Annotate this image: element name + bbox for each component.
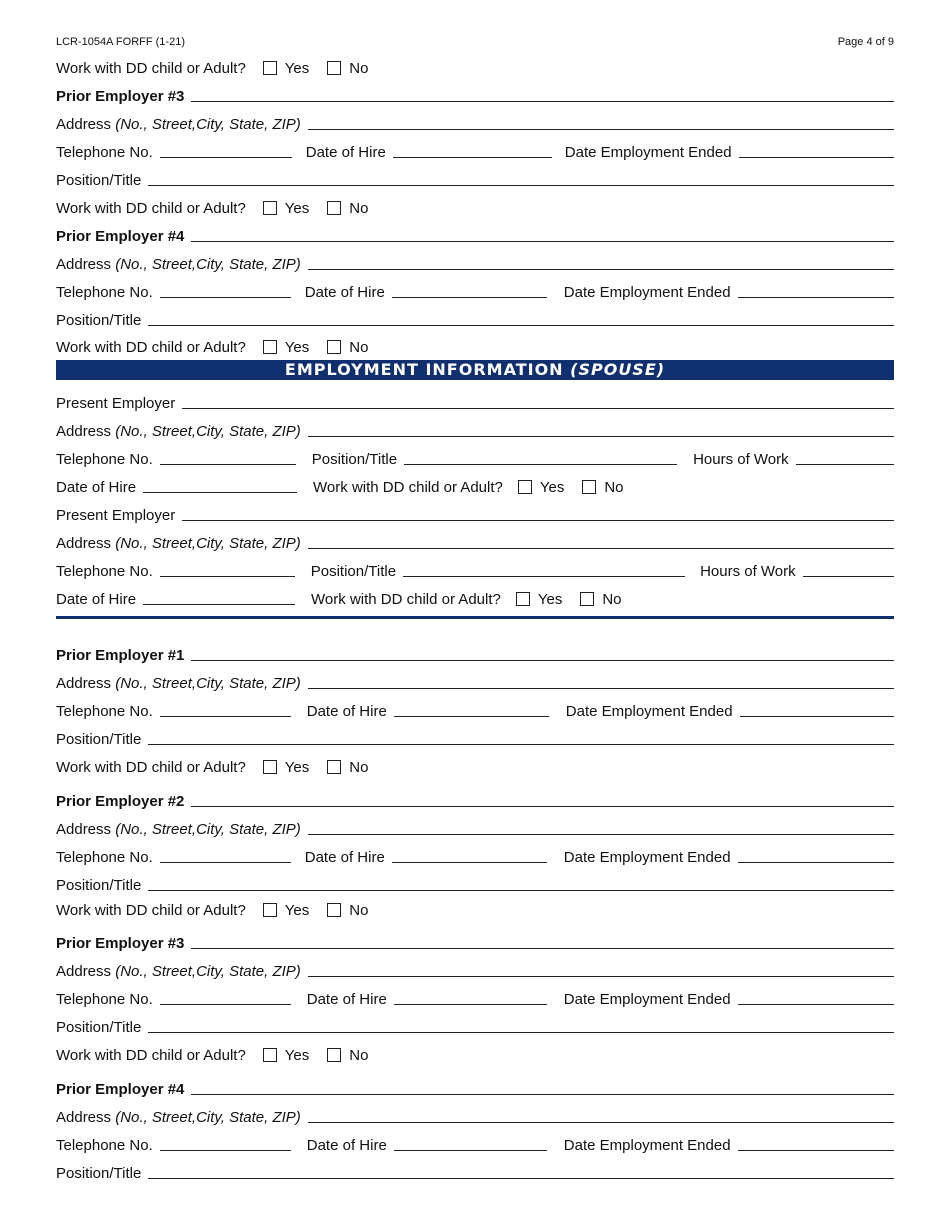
telephone-field[interactable]	[160, 1003, 291, 1005]
telephone-label: Telephone No.	[56, 563, 153, 580]
address-field[interactable]	[308, 435, 894, 437]
page-header	[56, 36, 894, 50]
prior-employer-4-field[interactable]	[191, 1093, 894, 1095]
no-label: No	[349, 902, 369, 919]
hire-work-dd-row	[56, 588, 894, 608]
contact-row	[56, 1134, 894, 1154]
address-label: Address (No., Street,City, State, ZIP)	[56, 821, 301, 838]
telephone-label: Telephone No.	[56, 1137, 153, 1154]
work-dd-row	[56, 336, 894, 356]
telephone-label: Telephone No.	[56, 144, 153, 161]
present-employer-row	[56, 504, 894, 524]
position-field[interactable]	[403, 575, 685, 577]
prior-employer-3-field[interactable]	[191, 100, 894, 102]
work-dd-yes-checkbox[interactable]	[263, 201, 277, 215]
present-employer-field[interactable]	[182, 407, 894, 409]
work-dd-no-checkbox[interactable]	[327, 1048, 341, 1062]
no-label: No	[602, 591, 622, 608]
address-row	[56, 672, 894, 692]
work-dd-yes-checkbox[interactable]	[263, 61, 277, 75]
work-dd-no-checkbox[interactable]	[327, 340, 341, 354]
address-label: Address (No., Street,City, State, ZIP)	[56, 256, 301, 273]
yes-label: Yes	[284, 1047, 310, 1064]
date-of-hire-label: Date of Hire	[56, 591, 137, 608]
work-dd-row	[56, 197, 894, 217]
yes-label: Yes	[284, 902, 310, 919]
yes-label: Yes	[539, 479, 565, 496]
section-banner	[56, 360, 894, 380]
date-of-hire-field[interactable]	[392, 861, 547, 863]
prior-employer-1-label: Prior Employer #1	[56, 647, 185, 664]
prior-employer-2-label: Prior Employer #2	[56, 793, 185, 810]
date-of-hire-field[interactable]	[393, 156, 552, 158]
address-row	[56, 532, 894, 552]
date-ended-label: Date Employment Ended	[563, 849, 731, 866]
position-label: Position/Title	[310, 563, 397, 580]
date-ended-field[interactable]	[740, 715, 894, 717]
prior-employer-3-label: Prior Employer #3	[56, 935, 185, 952]
yes-label: Yes	[284, 200, 310, 217]
position-label: Position/Title	[311, 451, 398, 468]
position-row	[56, 169, 894, 189]
prior-employer-3-label: Prior Employer #3	[56, 88, 185, 105]
address-row	[56, 1106, 894, 1126]
present-employer-label: Present Employer	[56, 507, 176, 524]
work-dd-label: Work with DD child or Adult?	[56, 902, 246, 919]
date-of-hire-label: Date of Hire	[306, 991, 387, 1008]
no-label: No	[349, 339, 369, 356]
work-dd-no-checkbox[interactable]	[327, 903, 341, 917]
work-dd-label: Work with DD child or Adult?	[56, 1047, 246, 1064]
prior-employer-4-field[interactable]	[191, 240, 894, 242]
prior-employer-2-field[interactable]	[191, 805, 894, 807]
contact-row	[56, 988, 894, 1008]
telephone-label: Telephone No.	[56, 284, 153, 301]
prior-employer-4-row	[56, 1078, 894, 1098]
position-field[interactable]	[148, 889, 894, 891]
position-label: Position/Title	[56, 731, 142, 748]
date-ended-field[interactable]	[738, 861, 894, 863]
yes-label: Yes	[537, 591, 563, 608]
work-dd-yes-checkbox[interactable]	[516, 592, 530, 606]
work-dd-label: Work with DD child or Adult?	[56, 60, 246, 77]
work-dd-label: Work with DD child or Adult?	[56, 339, 246, 356]
date-of-hire-field[interactable]	[394, 1149, 547, 1151]
no-label: No	[349, 1047, 369, 1064]
address-label: Address (No., Street,City, State, ZIP)	[56, 423, 301, 440]
contact-row	[56, 560, 894, 580]
date-ended-label: Date Employment Ended	[563, 1137, 731, 1154]
date-of-hire-field[interactable]	[392, 296, 547, 298]
position-label: Position/Title	[56, 172, 142, 189]
position-row	[56, 309, 894, 329]
telephone-label: Telephone No.	[56, 849, 153, 866]
telephone-label: Telephone No.	[56, 991, 153, 1008]
date-of-hire-field[interactable]	[143, 491, 297, 493]
date-ended-field[interactable]	[738, 1003, 894, 1005]
address-label: Address (No., Street,City, State, ZIP)	[56, 675, 301, 692]
address-label: Address (No., Street,City, State, ZIP)	[56, 963, 301, 980]
work-dd-row	[56, 57, 894, 77]
position-label: Position/Title	[56, 877, 142, 894]
position-label: Position/Title	[56, 1165, 142, 1182]
date-of-hire-label: Date of Hire	[306, 703, 387, 720]
prior-employer-4-label: Prior Employer #4	[56, 1081, 185, 1098]
position-row	[56, 728, 894, 748]
prior-employer-1-row	[56, 644, 894, 664]
address-field[interactable]	[308, 833, 894, 835]
work-dd-label: Work with DD child or Adult?	[56, 759, 246, 776]
work-dd-yes-checkbox[interactable]	[518, 480, 532, 494]
address-field[interactable]	[308, 128, 894, 130]
yes-label: Yes	[284, 759, 310, 776]
position-label: Position/Title	[56, 312, 142, 329]
hours-label: Hours of Work	[693, 451, 789, 468]
section-subtitle: (SPOUSE)	[570, 360, 666, 379]
date-of-hire-field[interactable]	[394, 1003, 547, 1005]
telephone-field[interactable]	[160, 463, 296, 465]
hours-field[interactable]	[796, 463, 894, 465]
work-dd-no-checkbox[interactable]	[327, 61, 341, 75]
address-label: Address (No., Street,City, State, ZIP)	[56, 535, 301, 552]
date-of-hire-label: Date of Hire	[306, 1137, 387, 1154]
telephone-label: Telephone No.	[56, 703, 153, 720]
date-ended-label: Date Employment Ended	[563, 991, 731, 1008]
telephone-field[interactable]	[160, 715, 291, 717]
date-of-hire-label: Date of Hire	[305, 144, 386, 161]
address-field[interactable]	[308, 1121, 894, 1123]
address-label: Address (No., Street,City, State, ZIP)	[56, 1109, 301, 1126]
address-field[interactable]	[308, 975, 894, 977]
work-dd-yes-checkbox[interactable]	[263, 1048, 277, 1062]
address-field[interactable]	[308, 687, 894, 689]
hours-field[interactable]	[803, 575, 894, 577]
date-ended-label: Date Employment Ended	[564, 144, 732, 161]
present-employer-field[interactable]	[182, 519, 894, 521]
address-row	[56, 818, 894, 838]
work-dd-no-checkbox[interactable]	[327, 201, 341, 215]
section-title: EMPLOYMENT INFORMATION	[284, 360, 564, 379]
form-id: LCR-1054A FORFF (1-21)	[56, 36, 185, 48]
work-dd-no-checkbox[interactable]	[327, 760, 341, 774]
yes-label: Yes	[284, 60, 310, 77]
date-of-hire-field[interactable]	[143, 603, 295, 605]
work-dd-yes-checkbox[interactable]	[263, 903, 277, 917]
contact-row	[56, 700, 894, 720]
date-ended-label: Date Employment Ended	[563, 284, 731, 301]
hours-label: Hours of Work	[700, 563, 796, 580]
address-label: Address (No., Street,City, State, ZIP)	[56, 116, 301, 133]
work-dd-no-checkbox[interactable]	[582, 480, 596, 494]
prior-employer-3-row	[56, 932, 894, 952]
telephone-field[interactable]	[160, 1149, 291, 1151]
work-dd-row	[56, 756, 894, 776]
date-ended-field[interactable]	[739, 156, 894, 158]
address-field[interactable]	[308, 547, 894, 549]
section-divider	[56, 616, 894, 619]
no-label: No	[349, 200, 369, 217]
position-field[interactable]	[148, 1031, 894, 1033]
contact-row	[56, 141, 894, 161]
work-dd-yes-checkbox[interactable]	[263, 760, 277, 774]
address-row	[56, 960, 894, 980]
address-row	[56, 253, 894, 273]
position-row	[56, 874, 894, 894]
work-dd-label: Work with DD child or Adult?	[56, 200, 246, 217]
work-dd-row	[56, 1044, 894, 1064]
date-of-hire-label: Date of Hire	[304, 849, 385, 866]
present-employer-label: Present Employer	[56, 395, 176, 412]
work-dd-yes-checkbox[interactable]	[263, 340, 277, 354]
yes-label: Yes	[284, 339, 310, 356]
no-label: No	[349, 60, 369, 77]
prior-employer-3-field[interactable]	[191, 947, 894, 949]
telephone-field[interactable]	[160, 861, 291, 863]
position-field[interactable]	[148, 1177, 894, 1179]
contact-row	[56, 846, 894, 866]
address-row	[56, 420, 894, 440]
present-employer-row	[56, 392, 894, 412]
position-field[interactable]	[148, 743, 894, 745]
work-dd-no-checkbox[interactable]	[580, 592, 594, 606]
position-label: Position/Title	[56, 1019, 142, 1036]
date-ended-field[interactable]	[738, 1149, 894, 1151]
date-of-hire-label: Date of Hire	[56, 479, 137, 496]
telephone-field[interactable]	[160, 156, 292, 158]
prior-employer-4-row	[56, 225, 894, 245]
date-of-hire-label: Date of Hire	[304, 284, 385, 301]
position-row	[56, 1162, 894, 1182]
position-field[interactable]	[404, 463, 677, 465]
date-ended-field[interactable]	[738, 296, 894, 298]
contact-row	[56, 448, 894, 468]
position-field[interactable]	[148, 184, 894, 186]
telephone-field[interactable]	[160, 575, 295, 577]
date-of-hire-field[interactable]	[394, 715, 549, 717]
no-label: No	[604, 479, 624, 496]
contact-row	[56, 281, 894, 301]
work-dd-label: Work with DD child or Adult?	[311, 591, 501, 608]
position-field[interactable]	[148, 324, 894, 326]
prior-employer-1-field[interactable]	[191, 659, 894, 661]
telephone-label: Telephone No.	[56, 451, 153, 468]
date-ended-label: Date Employment Ended	[565, 703, 733, 720]
work-dd-row	[56, 899, 894, 919]
no-label: No	[349, 759, 369, 776]
telephone-field[interactable]	[160, 296, 291, 298]
address-row	[56, 113, 894, 133]
prior-employer-4-label: Prior Employer #4	[56, 228, 185, 245]
prior-employer-3-row	[56, 85, 894, 105]
position-row	[56, 1016, 894, 1036]
page-number: Page 4 of 9	[837, 36, 894, 48]
address-field[interactable]	[308, 268, 894, 270]
hire-work-dd-row	[56, 476, 894, 496]
prior-employer-2-row	[56, 790, 894, 810]
work-dd-label: Work with DD child or Adult?	[313, 479, 503, 496]
